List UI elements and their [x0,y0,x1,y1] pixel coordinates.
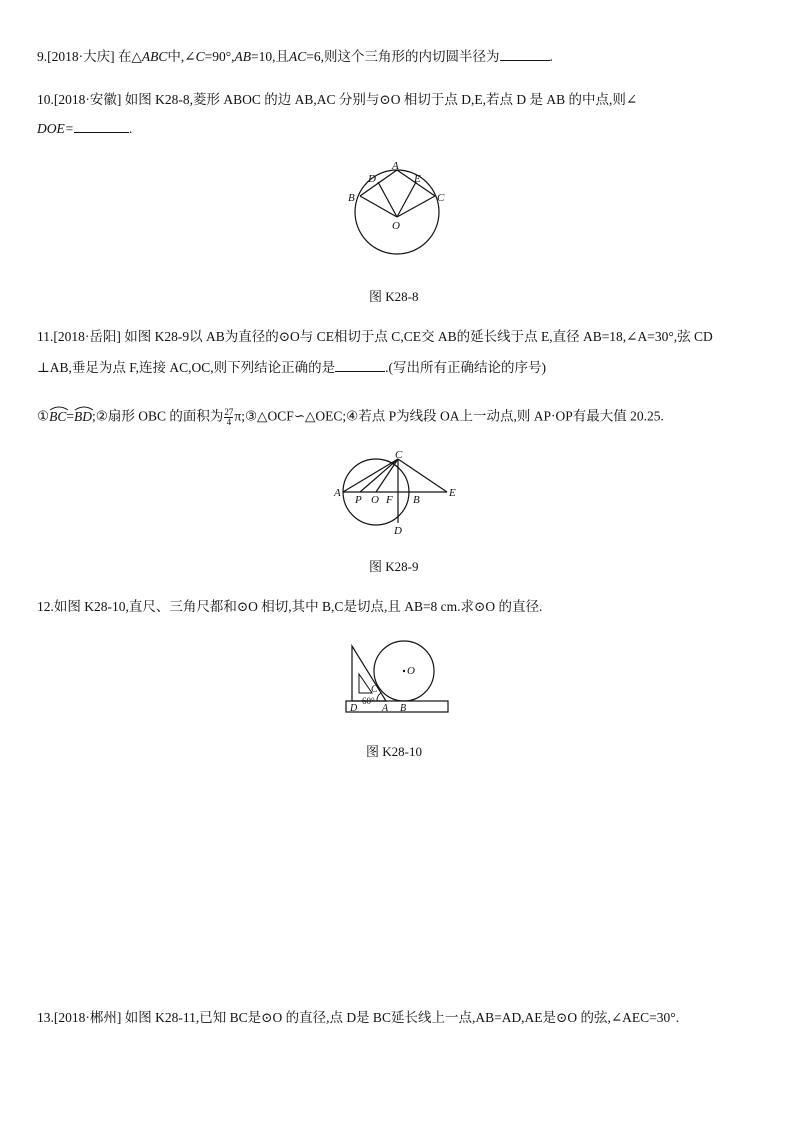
question-10-line2: DOE= . [37,121,133,136]
question-number: 13. [37,1010,54,1025]
question-source: [2018·大庆] [47,49,115,64]
arc-mark [74,406,94,411]
question-13 [37,1010,679,1026]
figure-k28-8 [340,160,460,260]
figure-k28-10 [344,640,454,715]
label-d: D [394,525,402,537]
label-c: C [437,192,445,204]
answer-blank[interactable] [74,120,129,133]
arc-mark [49,406,69,411]
label-d: D [368,173,376,185]
question-11 [37,329,713,345]
label-o: O [407,665,415,677]
question-11-options: ①BC =BD ;②扇形 OBC 的面积为 $\frac{27}{4}$ π;③△OCF∽△OEC;④若点 P为线段 OA上一动点,则 AP·OP有最大值 20.25. [37,407,664,427]
question-number: 11. [37,329,54,344]
segment-ce [398,459,447,492]
question-11-line2: ⊥AB,垂足为点 F,连接 AC,OC,则下列结论正确的是 .(写出所有正确结论的序号) [37,360,547,375]
figure-caption: 图 K28-9 [369,559,419,574]
center-o [403,670,405,672]
label-c: C [395,449,403,461]
question-10 [37,92,637,108]
answer-blank[interactable] [335,359,385,372]
label-a: A [334,487,341,499]
fraction: $\frac{27}{4}$ [224,407,234,427]
label-d: D [350,703,358,714]
label-e: E [414,173,421,185]
figure-caption: 图 K28-8 [369,289,419,304]
question-source: [2018·郴州] [53,1010,122,1025]
question-text-line1: 如图 K28-8,菱形 ABOC 的边 AB,AC 分别与⊙O 相切于点 D,E,若点 D 是 AB 的中点,则∠ [121,92,638,107]
question-number: 12. [37,599,54,614]
label-o: O [392,220,400,232]
question-text: 如图 K28-11,已知 BC是⊙O 的直径,点 D是 BC延长线上一点,AB=AD,AE是⊙O 的弦,∠AEC=30°. [121,1010,680,1025]
question-number: 9. [37,49,48,64]
question-number: 10. [37,92,54,107]
label-b: B [348,192,355,204]
question-text-line1: 如图 K28-9以 AB为直径的⊙O与 CE相切于点 C,CE交 AB的延长线于点 E,直径 AB=18,∠A=30°,弦 CD [120,329,713,344]
label-f: F [386,494,393,506]
question-9: 9.[2018·大庆] 在△ABC中,∠C=90°,AB=10,且AC=6,则这个三角形的内切圆半径为 . [37,49,553,64]
label-a: A [382,703,389,714]
label-p: P [355,494,362,506]
figure-k28-9 [334,450,464,540]
question-12 [37,599,542,615]
label-e: E [449,487,456,499]
question-text: 如图 K28-10,直尺、三角尺都和⊙O 相切,其中 B,C是切点,且 AB=8 cm.求⊙O 的直径. [53,599,543,614]
answer-blank[interactable] [500,48,550,61]
label-c: C [371,684,378,695]
label-a: A [392,160,399,172]
label-angle: 60° [362,696,375,706]
label-o: O [371,494,379,506]
label-b: B [400,703,407,714]
label-b: B [413,494,420,506]
question-source: [2018·安徽] [53,92,122,107]
segment-ac [343,459,398,492]
question-source: [2018·岳阳] [53,329,121,344]
figure-caption: 图 K28-10 [366,744,422,759]
